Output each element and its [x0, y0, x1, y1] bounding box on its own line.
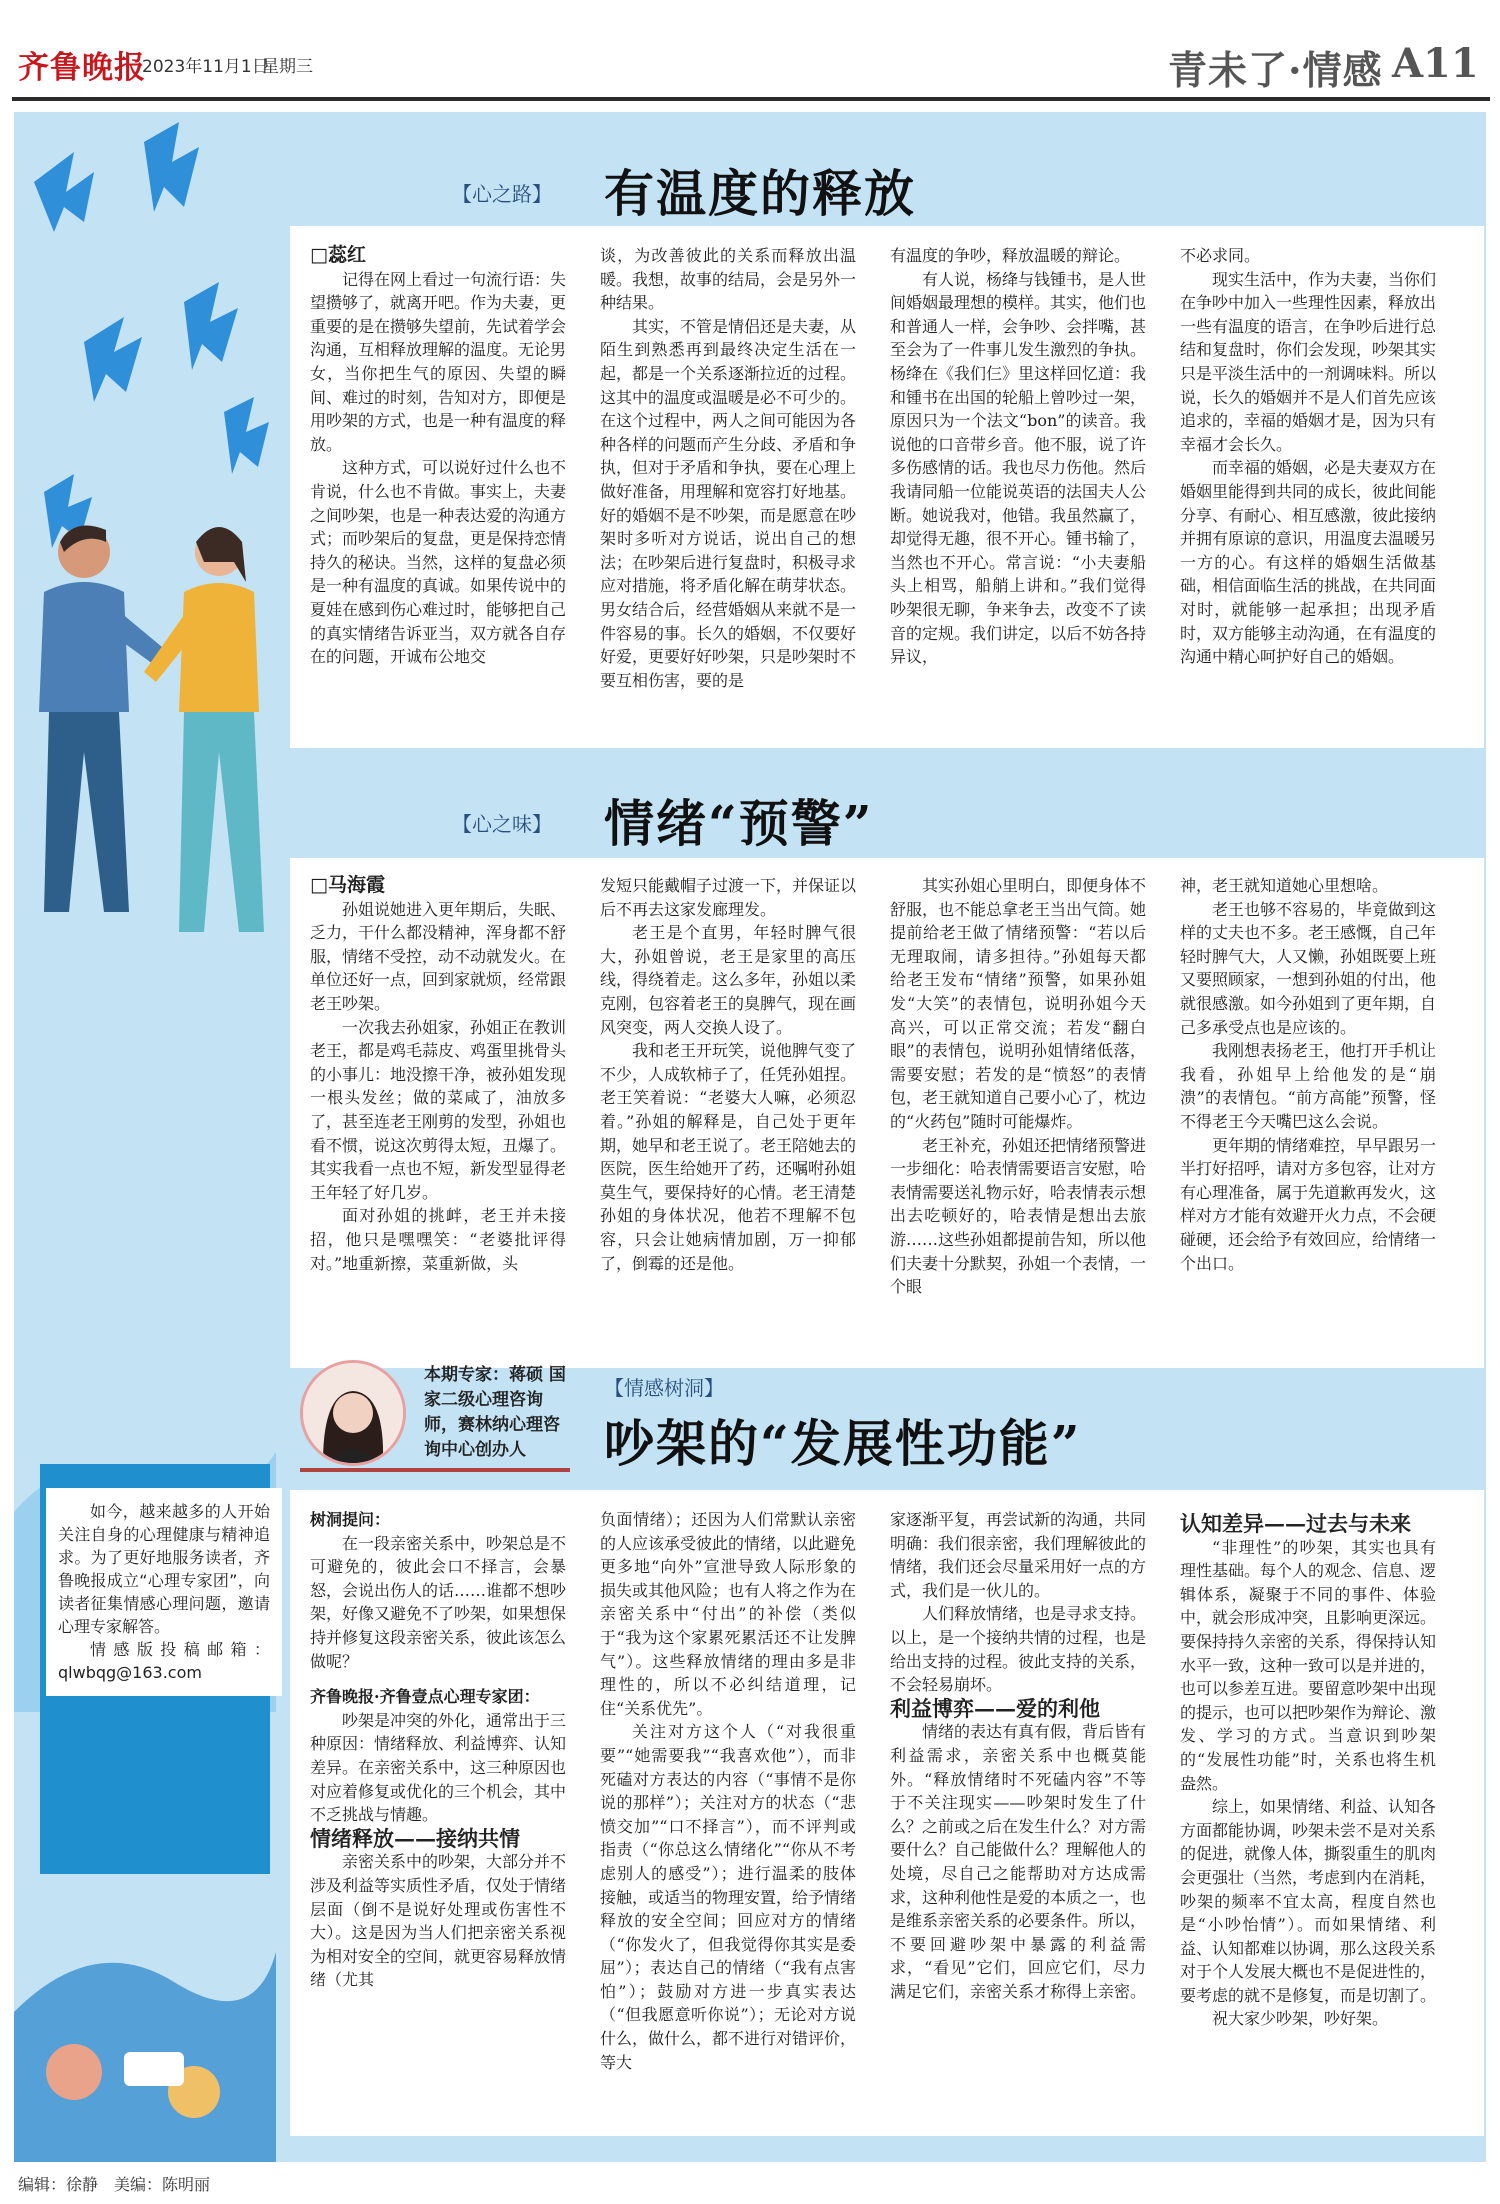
- article1-column3: [890, 244, 1146, 669]
- article1-title: 有温度的释放: [604, 164, 916, 223]
- paragraph: 老王也够不容易的，毕竟做到这样的丈夫也不多。老王感慨，自己年轻时脾气大，人又懒，孙姐既要上班又要照顾家，一想到孙姐的付出，他就很感激。如今孙姐到了更年期，自己多承受点也是应该的。: [1180, 899, 1437, 1037]
- paragraph: 其实孙姐心里明白，即便身体不舒服，也不能总拿老王当出气筒。她提前给老王做了情绪预警：“若以后无理取闹，请多担待。”孙姐每天都给老王发布“情绪”预警，如果孙姐发“大笑”的表情包，说明孙姐今天高兴，可以正常交流；若发“翻白眼”的表情包，说明孙姐情绪低落，需要安慰；若发的是“愤怒”的表情包，老王就知道自己要小心了，枕边的“火药包”随时可能爆炸。: [890, 876, 1147, 1131]
- callout-email[interactable]: 情感版投稿邮箱：qlwbqg@163.com: [58, 1640, 270, 1682]
- paragraph: 祝大家少吵架，吵好架。: [1212, 2009, 1389, 2029]
- article3-title: 吵架的“发展性功能”: [604, 1414, 1082, 1473]
- section-title: 青未了·情感: [1168, 48, 1383, 94]
- paragraph: 不必求同。: [1180, 246, 1261, 265]
- article3-column4: [1180, 1508, 1436, 2031]
- submission-callout-text: [46, 1488, 282, 1696]
- subheading: 利益博弈——爱的利他: [890, 1695, 1100, 1721]
- paragraph: 老王补充，孙姐还把情绪预警进一步细化：哈表情需要语言安慰，哈表情需要送礼物示好，哈表情表示想出去吃顿好的，哈表情是想出去旅游……这些孙姐都提前告知，所以他们夫妻十分默契，孙姐一个表情，一个眼: [890, 1135, 1147, 1297]
- paragraph: 谈，为改善彼此的关系而释放出温暖。我想，故事的结局，会是另外一种结果。: [600, 246, 857, 313]
- paragraph: 我刚想表扬老王，他打开手机让我看，孙姐早上给他发的是“崩溃”的表情包。“前方高能”预警，怪不得老王今天嘴巴这么会说。: [1180, 1041, 1437, 1131]
- article2-title: 情绪“预警”: [604, 794, 874, 853]
- article1-column2: [600, 244, 856, 692]
- newspaper-logo: 齐鲁晚报: [18, 50, 146, 86]
- expert-divider: [300, 1468, 570, 1472]
- publication-weekday: 星期三: [262, 57, 313, 77]
- paragraph: “非理性”的吵架，其实也具有理性基础。每个人的观念、信息、逻辑体系，凝聚于不同的事件、体验中，就会形成冲突，且影响更深远。要保持持久亲密的关系，得保持认知水平一致，这种一致可以是并进的，也可以参差互进。要留意吵架中出现的提示，也可以把吵架作为辩论、激发、学习的方式。当意识到吵架的“发展性功能”时，关系也将生机盎然。: [1180, 1537, 1437, 1793]
- paragraph: 亲密关系中的吵架，大部分并不涉及利益等实质性矛盾，仅处于情绪层面（倒不是说好处理或伤害性不大）。这是因为当人们把亲密关系视为相对安全的空间，就更容易释放情绪（尤其: [310, 1852, 567, 1990]
- editor-credits: 编辑：徐静 美编：陈明丽: [18, 2175, 211, 2194]
- paragraph: 记得在网上看过一句流行语：失望攒够了，就离开吧。作为夫妻，更重要的是在攒够失望前，先试着学会沟通，互相释放理解的温度。无论男女，当你把生气的原因、失望的瞬间、难过的时刻，告知对方，即便是用吵架的方式，也是一种有温度的释放。: [310, 269, 567, 454]
- expert-avatar: [300, 1360, 406, 1466]
- paragraph: 情绪的表达有真有假，背后皆有利益需求，亲密关系中也概莫能外。“释放情绪时不死磕内容”不等于不关注现实——吵架时发生了什么？之前或之后在发生什么？对方需要什么？自己能做什么？理解他人的处境，尽自己之能帮助对方达成需求，这种利他性是爱的本质之一，也是维系亲密关系的必要条件。所以，不要回避吵架中暴露的利益需求，“看见”它们，回应它们，尽力满足它们，亲密关系才称得上亲密。: [890, 1722, 1147, 2001]
- paragraph: 人们释放情绪，也是寻求支持。以上，是一个接纳共情的过程，也是给出支持的过程。彼此支持的关系，不会轻易崩坏。: [890, 1604, 1147, 1695]
- article2-column4: [1180, 874, 1436, 1275]
- paragraph: 家逐渐平复，再尝试新的沟通，共同明确：我们很亲密，我们理解彼此的情绪，我们还会尽量采用好一点的方式，我们是一伙儿的。: [890, 1510, 1147, 1600]
- paragraph: 在一段亲密关系中，吵架总是不可避免的，彼此会口不择言，会暴怒，会说出伤人的话……谁都不想吵架，好像又避免不了吵架，如果想保持并修复这段亲密关系，彼此该怎么做呢？: [310, 1533, 567, 1671]
- publication-date: 2023年11月1日: [142, 57, 269, 77]
- paragraph: 面对孙姐的挑衅，老王并未接招，他只是嘿嘿笑：“老婆批评得对。”地重新擦，菜重新做，头: [310, 1206, 566, 1273]
- article3-kicker: 【情感树洞】: [604, 1376, 724, 1400]
- paragraph: 有人说，杨绛与钱锺书，是人世间婚姻最理想的模样。其实，他们也和普通人一样，会争吵、会拌嘴，甚至会为了一件事儿发生激烈的争执。杨绛在《我们仨》里这样回忆道：我和锺书在出国的轮船上曾吵过一架，原因只为一个法文“bon”的读音。我说他的口音带乡音。他不服，说了许多伤感情的话。我也尽力伤他。然后我请同船一位能说英语的法国夫人公断。她说我对，他错。我虽然赢了，却觉得无趣，很不开心。锺书输了，当然也不开心。常言说：“小夫妻船头上相骂，船艄上讲和。”我们觉得吵架很无聊，争来争去，改变不了读音的定规。我们讲定，以后不妨各持异议，: [890, 269, 1147, 667]
- subheading: 认知差异——过去与未来: [1180, 1511, 1411, 1536]
- paragraph: 有温度的争吵，释放温暖的辩论。: [890, 246, 1131, 265]
- paragraph: 我和老王开玩笑，说他脾气变了不少，人成软柿子了，任凭孙姐捏。老王笑着说：“老婆大人嘛，必须忍着。”孙姐的解释是，自己处于更年期，她早和老王说了。老王陪她去的医院，医生给她开了药，还嘱咐孙姐莫生气，要保持好的心情。老王清楚孙姐的身体状况，他若不理解不包容，只会让她病情加剧，万一抑郁了，倒霉的还是他。: [600, 1041, 857, 1273]
- paragraph: 吵架是冲突的外化，通常出于三种原因：情绪释放、利益博弈、认知差异。在亲密关系中，这三种原因也对应着修复或优化的三个机会，其中不乏挑战与情趣。: [310, 1710, 567, 1825]
- article2-column2: [600, 874, 856, 1275]
- paragraph: 孙姐说她进入更年期后，失眠、乏力，干什么都没精神，浑身都不舒服，情绪不受控，动不动就发火。在单位还好一点，回到家就烦，经常跟老王吵架。: [310, 899, 567, 1013]
- callout-paragraph: 如今，越来越多的人开始关注自身的心理健康与精神追求。为了更好地服务读者，齐鲁晚报成立“心理专家团”，向读者征集情感心理问题，邀请心理专家解答。: [58, 1502, 270, 1636]
- paragraph: 发短只能戴帽子过渡一下，并保证以后不再去这家发廊理发。: [600, 876, 857, 919]
- answer-label: 齐鲁晚报·齐鲁壹点心理专家团：: [310, 1687, 540, 1707]
- paragraph: 关注对方这个人（“对我很重要”“她需要我”“我喜欢他”），而非死磕对方表达的内容（“事情不是你说的那样”）；关注对方的状态（“悲愤交加”“口不择言”），而不评判或指责（“你总这么情绪化”“你从不考虑别人的感受”）；进行温柔的肢体接触，或适当的物理安置，给予情绪释放的安全空间；回应对方的情绪（“你发火了，但我觉得你其实是委屈”）；表达自己的情绪（“我有点害怕”）；鼓励对方进一步真实表达（“但我愿意听你说”）；无论对方说什么，做什么，都不进行对错评价，等大: [600, 1722, 857, 2072]
- article2-kicker: 【心之味】: [452, 812, 552, 836]
- paragraph: 更年期的情绪难控，早早跟另一半打好招呼，请对方多包容，让对方有心理准备，属于先道歉再发火，这样对方才能有效避开火力点，不会硬碰硬，还会给予有效回应，给情绪一个出口。: [1180, 1135, 1437, 1273]
- paragraph: 神，老王就知道她心里想啥。: [1180, 876, 1389, 895]
- paragraph: 老王是个直男，年轻时脾气很大，孙姐曾说，老王是家里的高压线，得绕着走。这么多年，孙姐以柔克刚，包容着老王的臭脾气，现在画风突变，两人交换人设了。: [600, 923, 857, 1037]
- article2-column3: [890, 874, 1146, 1299]
- question-label: 树洞提问：: [310, 1510, 391, 1529]
- article1-byline: □蕊红: [310, 244, 366, 266]
- paragraph: 负面情绪）；还因为人们常默认亲密的人应该承受彼此的情绪，以此避免更多地“向外”宣泄导致人际形象的损失或其他风险；也有人将之作为在亲密关系中“付出”的补偿（类似于“我为这个家累死累活还不让发脾气”）。这些释放情绪的理由多是非理性的，所以不必纠结道理，记住“关系优先”。: [600, 1510, 857, 1718]
- page-number: A11: [1392, 40, 1479, 87]
- expert-intro: 本期专家：蒋硕 国家二级心理咨询师，赛林纳心理咨询中心创办人: [424, 1365, 566, 1460]
- masthead-rule: [12, 97, 1490, 101]
- article1-kicker: 【心之路】: [452, 182, 552, 206]
- article3-column2: [600, 1508, 856, 2074]
- article1-column1: [310, 244, 566, 669]
- article2-column1: [310, 874, 566, 1275]
- article1-column4: [1180, 244, 1436, 669]
- subheading: 情绪释放——接纳共情: [310, 1825, 520, 1851]
- paragraph: 现实生活中，作为夫妻，当你们在争吵中加入一些理性因素，释放出一些有温度的语言，在争吵后进行总结和复盘时，你们会发现，吵架其实只是平淡生活中的一剂调味料。所以说，长久的婚姻并不是人们首先应该追求的，幸福的婚姻才是，因为只有幸福才会长久。: [1180, 269, 1437, 454]
- paragraph: 这种方式，可以说好过什么也不肯说，什么也不肯做。事实上，夫妻之间吵架，也是一种表达爱的沟通方式；而吵架后的复盘，更是保持恋情持久的秘诀。当然，这样的复盘必须是一种有温度的真诚。如果传说中的夏娃在感到伤心难过时，能够把自己的真实情绪告诉亚当，双方就各自存在的问题，开诚布公地交: [310, 458, 567, 667]
- paragraph: 综上，如果情绪、利益、认知各方面都能协调，吵架未尝不是对关系的促进，就像人体，撕裂重生的肌肉会更强壮（当然，考虑到内在消耗，吵架的频率不宜太高，程度自然也是“小吵怡情”）。而如果情绪、利益、认知都难以协调，那么这段关系对于个人发展大概也不是促进性的，要考虑的就不是修复，而是切割了。: [1180, 1797, 1437, 2005]
- paragraph: 其实，不管是情侣还是夫妻，从陌生到熟悉再到最终决定生活在一起，都是一个关系逐渐拉近的过程。这其中的温度或温暖是必不可少的。在这个过程中，两人之间可能因为各种各样的问题而产生分歧、矛盾和争执，但对于矛盾和争执，要在心理上做好准备，用理解和宽容打好地基。好的婚姻不是不吵架，而是愿意在吵架时多听对方说话，说出自己的想法；在吵架后进行复盘时，积极寻求应对措施，将矛盾化解在萌芽状态。男女结合后，经营婚姻从来就不是一件容易的事。长久的婚姻，不仅要好好爱，更要好好吵架，只是吵架时不要互相伤害，要的是: [600, 316, 857, 690]
- article3-column3: [890, 1508, 1146, 2003]
- paragraph: 一次我去孙姐家，孙姐正在教训老王，都是鸡毛蒜皮、鸡蛋里挑骨头的小事儿：地没擦干净，被孙姐发现一根头发丝；做的菜咸了，油放多了，甚至连老王刚剪的发型，孙姐也看不惯，说这次剪得太短，丑爆了。其实我看一点也不短，新发型显得老王年轻了好几岁。: [310, 1017, 567, 1202]
- paragraph: 而幸福的婚姻，必是夫妻双方在婚姻里能得到共同的成长，彼此间能分享、有耐心、相互感激，彼此接纳并拥有原谅的意识，用温度去温暖另一方的心。有这样的婚姻生活做基础，相信面临生活的挑战，在共同面对时，就能够一起承担；出现矛盾时，双方能够主动沟通，在有温度的沟通中精心呵护好自己的婚姻。: [1180, 458, 1437, 667]
- article3-column1: [310, 1508, 566, 1992]
- article2-byline: □马海霞: [310, 874, 385, 896]
